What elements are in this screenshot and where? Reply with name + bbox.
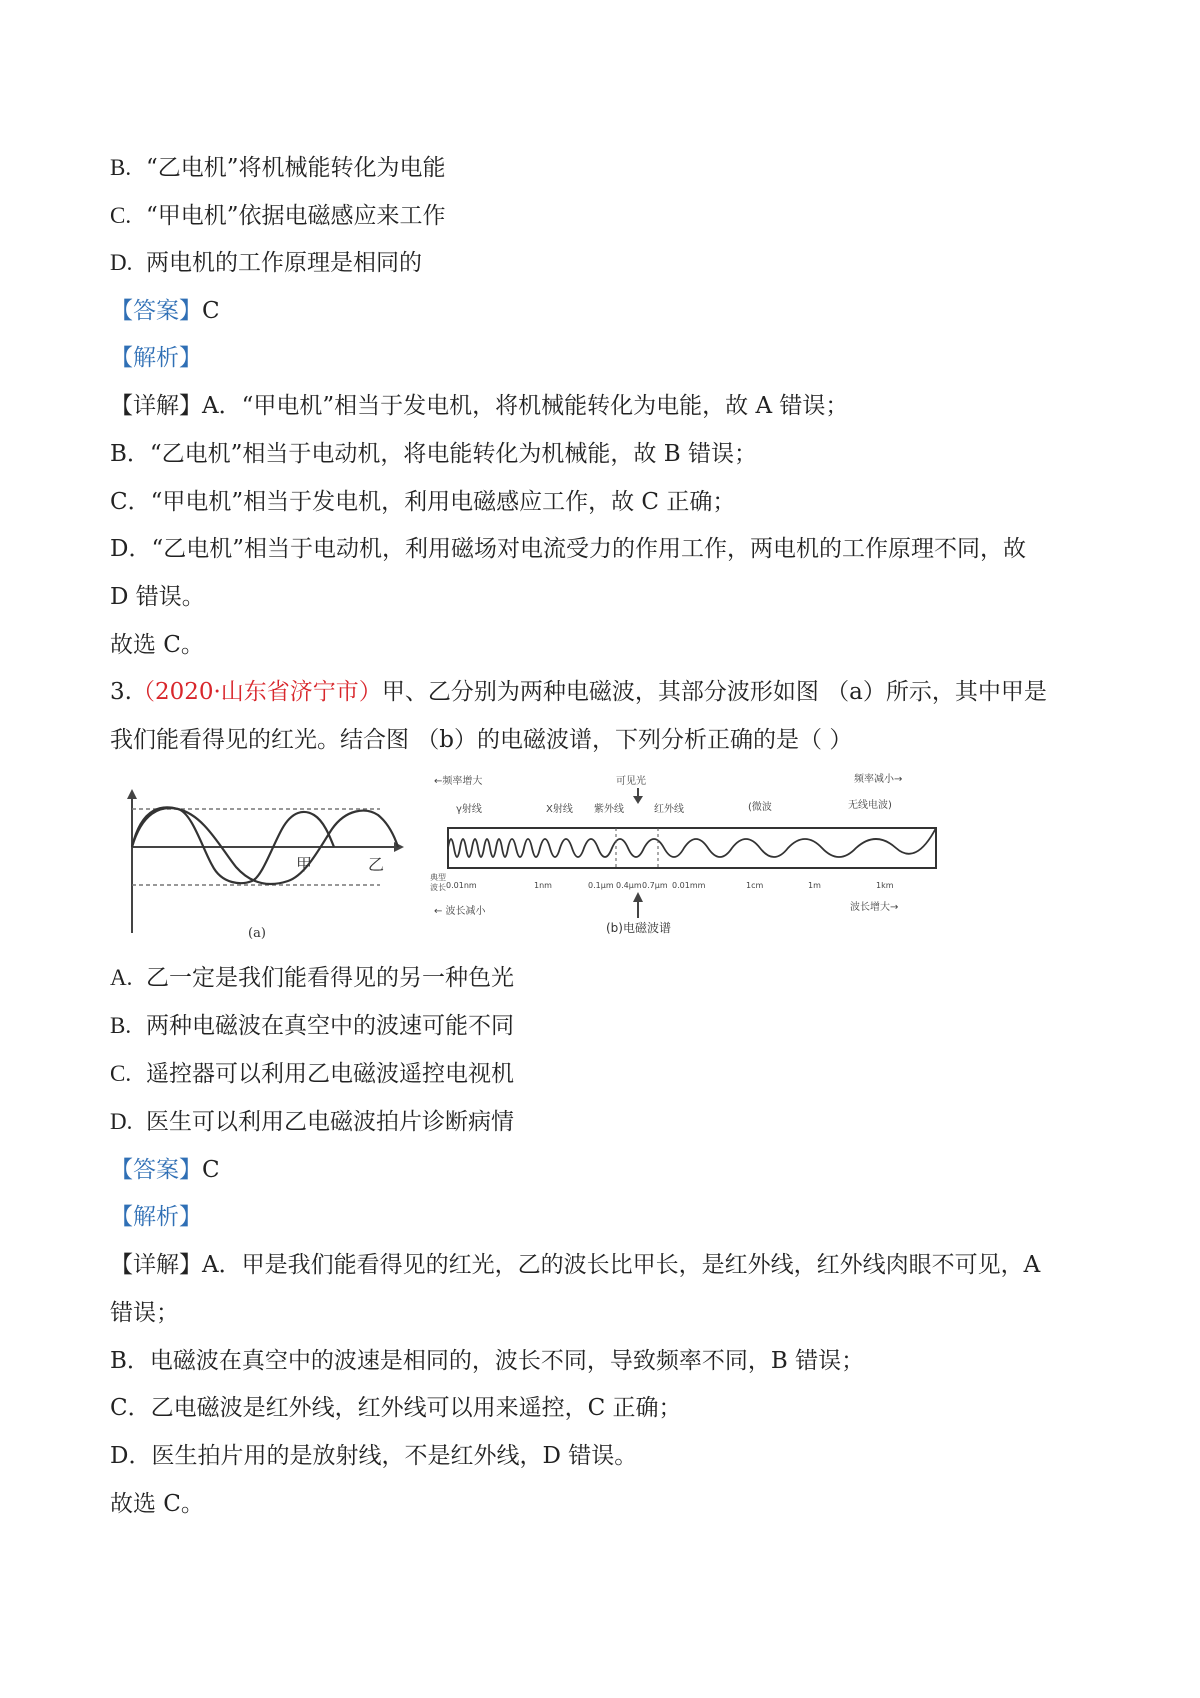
figure-b-caption: (b)电磁波谱: [606, 921, 671, 935]
wavelength-title-1: 典型: [430, 873, 446, 882]
wl-tick-8: 1km: [876, 881, 894, 890]
spectrum-box: [448, 828, 936, 868]
gamma-ray-label: γ射线: [456, 804, 482, 815]
wl-increase-label: 波长增大→: [850, 902, 899, 913]
q2-analysis-label: 【解析】: [110, 345, 202, 371]
wl-tick-6: 1cm: [746, 881, 764, 890]
q3-conclusion: 故选 C。: [110, 1491, 204, 1517]
q3-analysis-label: 【解析】: [110, 1204, 202, 1230]
figure-a-x-arrow: [394, 842, 404, 852]
wl-tick-7: 1m: [808, 881, 821, 890]
q2-option-b: B. “乙电机”将机械能转化为电能: [110, 155, 446, 181]
q3-option-a: A. 乙一定是我们能看得见的另一种色光: [110, 965, 514, 991]
wl-tick-2: 0.1μm: [588, 881, 614, 890]
q3-detail-line-3: B．电磁波在真空中的波速是相同的，波长不同，导致频率不同，B 错误；: [110, 1348, 865, 1374]
q3-stem-line-2: 我们能看得见的红光。结合图 （b）的电磁波谱，下列分析正确的是（ ）: [110, 727, 853, 753]
freq-decrease-label: 频率减小→: [854, 774, 903, 785]
q2-detail-line-1: 【详解】A．“甲电机”相当于发电机，将机械能转化为电能，故 A 错误；: [110, 393, 849, 419]
q3-stem-line-1: 3.（2020·山东省济宁市）甲、乙分别为两种电磁波，其部分波形如图 （a）所示，其中甲是: [110, 679, 1047, 705]
q2-option-c: C. “甲电机”依据电磁感应来工作: [110, 203, 446, 229]
q3-detail-line-2: 错误；: [110, 1300, 179, 1326]
wl-tick-0: 0.01nm: [446, 881, 477, 890]
radio-label: 无线电波): [848, 800, 892, 811]
q3-detail-line-4: C．乙电磁波是红外线，红外线可以用来遥控，C 正确；: [110, 1395, 682, 1421]
visible-light-label: 可见光: [616, 776, 646, 787]
q3-option-b: B. 两种电磁波在真空中的波速可能不同: [110, 1013, 514, 1039]
figure-a-label-jia: 甲: [296, 855, 313, 874]
ir-label: 红外线: [654, 804, 684, 815]
figure-a-waveforms: [120, 785, 410, 945]
q2-detail-line-2: B．“乙电机”相当于电动机，将电能转化为机械能，故 B 错误；: [110, 441, 757, 467]
visible-arrow-head: [633, 796, 643, 804]
xray-label: X射线: [546, 804, 573, 815]
q2-detail-line-5: D 错误。: [110, 584, 205, 610]
q3-answer: 【答案】C: [110, 1157, 220, 1183]
q2-option-d: D. 两电机的工作原理是相同的: [110, 250, 422, 276]
figure-b-em-spectrum: [430, 768, 940, 940]
q3-detail-line-5: D．医生拍片用的是放射线，不是红外线，D 错误。: [110, 1443, 638, 1469]
bottom-arrow-head: [633, 892, 643, 902]
figure-a-label-yi: 乙: [368, 855, 385, 874]
figure-a-caption: (a): [248, 926, 266, 941]
spectrum-wave: [448, 828, 936, 857]
wavelength-title-2: 波长: [430, 883, 446, 892]
q3-option-d: D. 医生可以利用乙电磁波拍片诊断病情: [110, 1109, 514, 1135]
uv-label: 紫外线: [594, 804, 624, 815]
q3-detail-line-1: 【详解】A．甲是我们能看得见的红光，乙的波长比甲长，是红外线，红外线肉眼不可见，A: [110, 1252, 1041, 1278]
q3-source: （2020·山东省济宁市）: [131, 679, 382, 705]
wl-tick-4: 0.7μm: [642, 881, 668, 890]
q3-option-c: C. 遥控器可以利用乙电磁波遥控电视机: [110, 1061, 514, 1087]
q2-detail-line-4: D．“乙电机”相当于电动机，利用磁场对电流受力的作用工作，两电机的工作原理不同，故: [110, 536, 1026, 562]
wl-tick-1: 1nm: [534, 881, 552, 890]
q2-detail-line-3: C．“甲电机”相当于发电机，利用电磁感应工作，故 C 正确；: [110, 489, 736, 515]
microwave-label: (微波: [748, 802, 772, 813]
wl-tick-3: 0.4μm: [616, 881, 642, 890]
freq-increase-label: ←频率增大: [434, 776, 483, 787]
figure-a-y-arrow: [127, 789, 137, 799]
q2-answer: 【答案】C: [110, 298, 220, 324]
q2-conclusion: 故选 C。: [110, 632, 204, 658]
wl-tick-5: 0.01mm: [672, 881, 706, 890]
wl-decrease-label: ← 波长减小: [434, 906, 486, 917]
